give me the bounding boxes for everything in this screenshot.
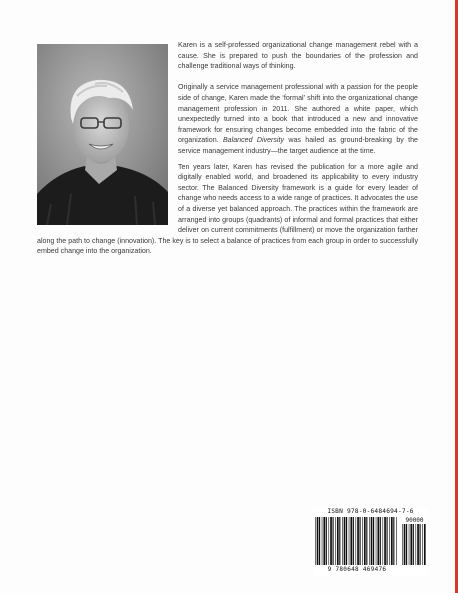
barcode-bar [315, 517, 316, 565]
barcode-bar [337, 517, 339, 565]
barcode-bar [317, 517, 319, 565]
barcode-bar [402, 524, 403, 565]
bio-paragraph-1: Karen is a self-professed organizational change management rebel with a cause. She is prepared to push the boundaries of the profession and challenge traditional ways of thinking. [178, 41, 418, 71]
bio-paragraph-2-text-b: was hailed as ground-breaking by the service management industry—the target audience at the time. [178, 136, 418, 155]
barcode-bar [360, 517, 361, 565]
barcode-bar [333, 517, 334, 565]
barcode-bar [346, 517, 347, 565]
barcode-bar [396, 517, 397, 565]
barcode-bar [323, 517, 325, 565]
barcode-bar [344, 517, 346, 565]
barcode-bar [339, 517, 340, 565]
ean-digits: 9 780648 469476 [327, 566, 387, 573]
barcode-bar [350, 517, 352, 565]
barcode-bar [416, 524, 417, 565]
photo-spacer [37, 40, 168, 226]
barcode-bar [322, 517, 323, 565]
barcode-bar [366, 517, 367, 565]
barcode-bar [349, 517, 350, 565]
barcode-panel [313, 508, 428, 576]
bio-paragraph-2-text-a: Originally a service management professional with a passion for the people side of change, Karen made the ‘formal’ shift into the organizational change management profession in 2011. She authored a white paper, which unexpectedly turned into a book that introduced a new and innovative framework for ensuring changes become embedded into the fabric of the organization. [178, 83, 418, 145]
barcode-bar [393, 517, 394, 565]
barcode-bar [364, 517, 366, 565]
barcode-bar [389, 517, 390, 565]
barcode-bar [362, 517, 363, 565]
barcode-bar [404, 524, 406, 565]
barcode-bar [413, 524, 414, 565]
barcode-bar [410, 524, 412, 565]
barcode-bar [326, 517, 327, 565]
barcode-bar [417, 524, 419, 565]
barcode-bar [356, 517, 357, 565]
isbn-label: ISBN 978-0-6484694-7-6 [327, 508, 414, 515]
barcode-bar [369, 517, 370, 565]
barcode-bar [373, 517, 374, 565]
barcode-bar [387, 517, 388, 565]
ean-barcode [315, 517, 398, 565]
barcode-bar [353, 517, 354, 565]
barcode-bar [380, 517, 381, 565]
barcode-bar [383, 517, 384, 565]
barcode-bar [422, 524, 423, 565]
barcode-bar [384, 517, 386, 565]
author-bio [37, 40, 418, 267]
addon-barcode [402, 524, 427, 565]
barcode-bar [329, 517, 330, 565]
barcode-bar [424, 524, 426, 565]
barcode-bar [330, 517, 332, 565]
addon-code: 90000 [405, 517, 424, 524]
barcode-bar [335, 517, 336, 565]
barcode-bar [319, 517, 320, 565]
book-title: Balanced Diversity [222, 136, 285, 145]
barcode-bar [377, 517, 379, 565]
barcode-bar [357, 517, 359, 565]
barcode-bar [371, 517, 373, 565]
barcode-bar [342, 517, 343, 565]
bio-paragraph-3: Ten years later, Karen has revised the publication for a more agile and digitally enabled world, and broadened its applicability to every industry sector. The Balanced Diversity framework is a guide for every leader of change who needs access to a wide range of practices. It advocates the use of a diverse yet balanced approach. The practices within the framework are arranged into groups (quadrants) of informal and formal practices that either deliver on current commitments (fulfillment) or move the organization farther along the path to change (innovation). The key is to select a balance of practices from each group in order to successfully embed change into the organization. [37, 162, 418, 256]
barcode-bar [420, 524, 421, 565]
barcode-bar [409, 524, 410, 565]
barcode-bar [391, 517, 393, 565]
barcode-bar [406, 524, 407, 565]
barcode-bar [376, 517, 377, 565]
